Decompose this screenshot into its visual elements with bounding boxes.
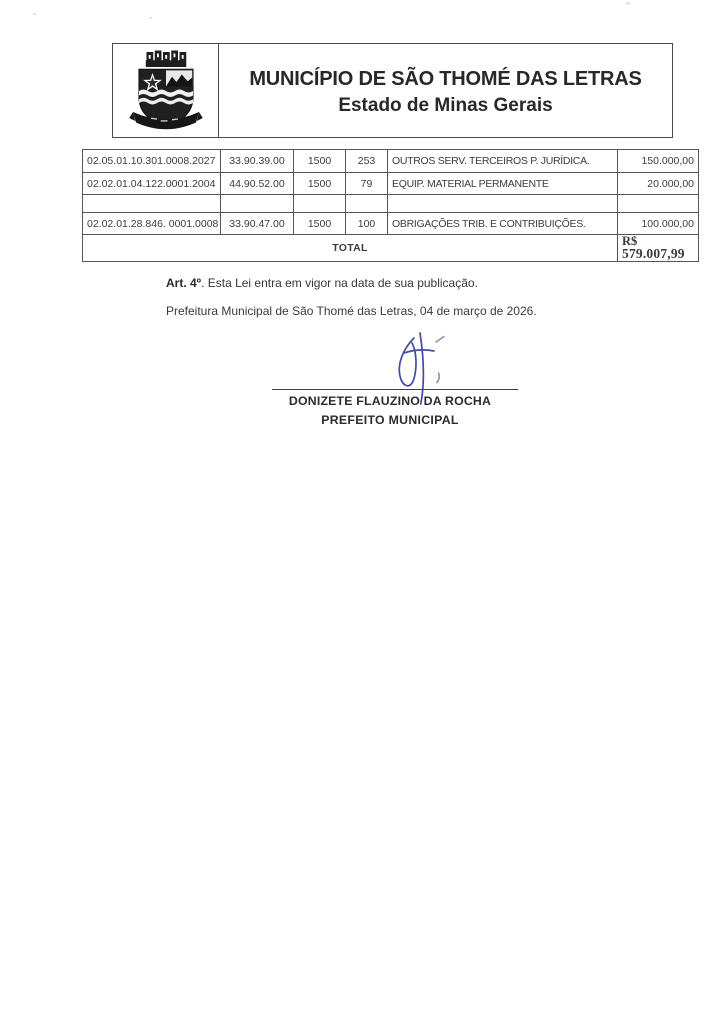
- total-row: [83, 235, 699, 262]
- municipal-coat-of-arms-icon: [128, 49, 204, 133]
- economic-code-cell: 44.90.52.00: [221, 173, 294, 195]
- economic-code-cell: 33.90.39.00: [221, 150, 294, 173]
- source-cell: 1500: [294, 213, 346, 235]
- description-cell: [388, 195, 618, 213]
- item-number-cell: [346, 195, 388, 213]
- budget-code-cell: [83, 195, 221, 213]
- dateline: Prefeitura Municipal de São Thomé das Letras, 04 de março de 2026.: [166, 304, 537, 318]
- article-number: Art. 4º: [166, 276, 202, 290]
- header-subtitle: Estado de Minas Gerais: [338, 94, 553, 116]
- source-cell: 1500: [294, 150, 346, 173]
- signature-line: [272, 389, 518, 390]
- value-cell: 20.000,00: [618, 173, 699, 195]
- description-cell: OUTROS SERV. TERCEIROS P. JURÍDICA.: [388, 150, 618, 173]
- item-number-cell: 253: [346, 150, 388, 173]
- item-number-cell: 79: [346, 173, 388, 195]
- header-box: [112, 43, 673, 138]
- description-cell: OBRIGAÇÕES TRIB. E CONTRIBUIÇÕES.: [388, 213, 618, 235]
- table-row: [83, 213, 699, 235]
- budget-table: [82, 149, 699, 262]
- article-text: . Esta Lei entra em vigor na data de sua publicação.: [201, 276, 478, 290]
- scan-speck: [33, 13, 36, 15]
- signatory-role: PREFEITO MUNICIPAL: [321, 413, 459, 427]
- value-cell: 100.000,00: [618, 213, 699, 235]
- total-currency: R$: [622, 234, 638, 248]
- budget-code-cell: 02.02.01.04.122.0001.2004: [83, 173, 221, 195]
- header-text: [219, 44, 672, 137]
- budget-code-cell: 02.02.01.28.846. 0001.0008: [83, 213, 221, 235]
- budget-code-cell: 02.05.01.10.301.0008.2027: [83, 150, 221, 173]
- value-cell: [618, 195, 699, 213]
- source-cell: [294, 195, 346, 213]
- description-cell: EQUIP. MATERIAL PERMANENTE: [388, 173, 618, 195]
- economic-code-cell: 33.90.47.00: [221, 213, 294, 235]
- scan-speck: [625, 2, 631, 5]
- article-paragraph: [166, 276, 478, 290]
- item-number-cell: 100: [346, 213, 388, 235]
- signatory-name: DONIZETE FLAUZINO DA ROCHA: [288, 394, 492, 408]
- total-label: TOTAL: [83, 235, 618, 262]
- table-row: [83, 150, 699, 173]
- economic-code-cell: [221, 195, 294, 213]
- table-row: [83, 173, 699, 195]
- value-cell: 150.000,00: [618, 150, 699, 173]
- header-title: MUNICÍPIO DE SÃO THOMÉ DAS LETRAS: [249, 67, 642, 90]
- total-amount: 579.007,99: [622, 245, 685, 261]
- table-row-empty: [83, 195, 699, 213]
- source-cell: 1500: [294, 173, 346, 195]
- total-amount-cell: [618, 235, 699, 262]
- crest-cell: [113, 44, 219, 137]
- scan-speck: [149, 17, 152, 19]
